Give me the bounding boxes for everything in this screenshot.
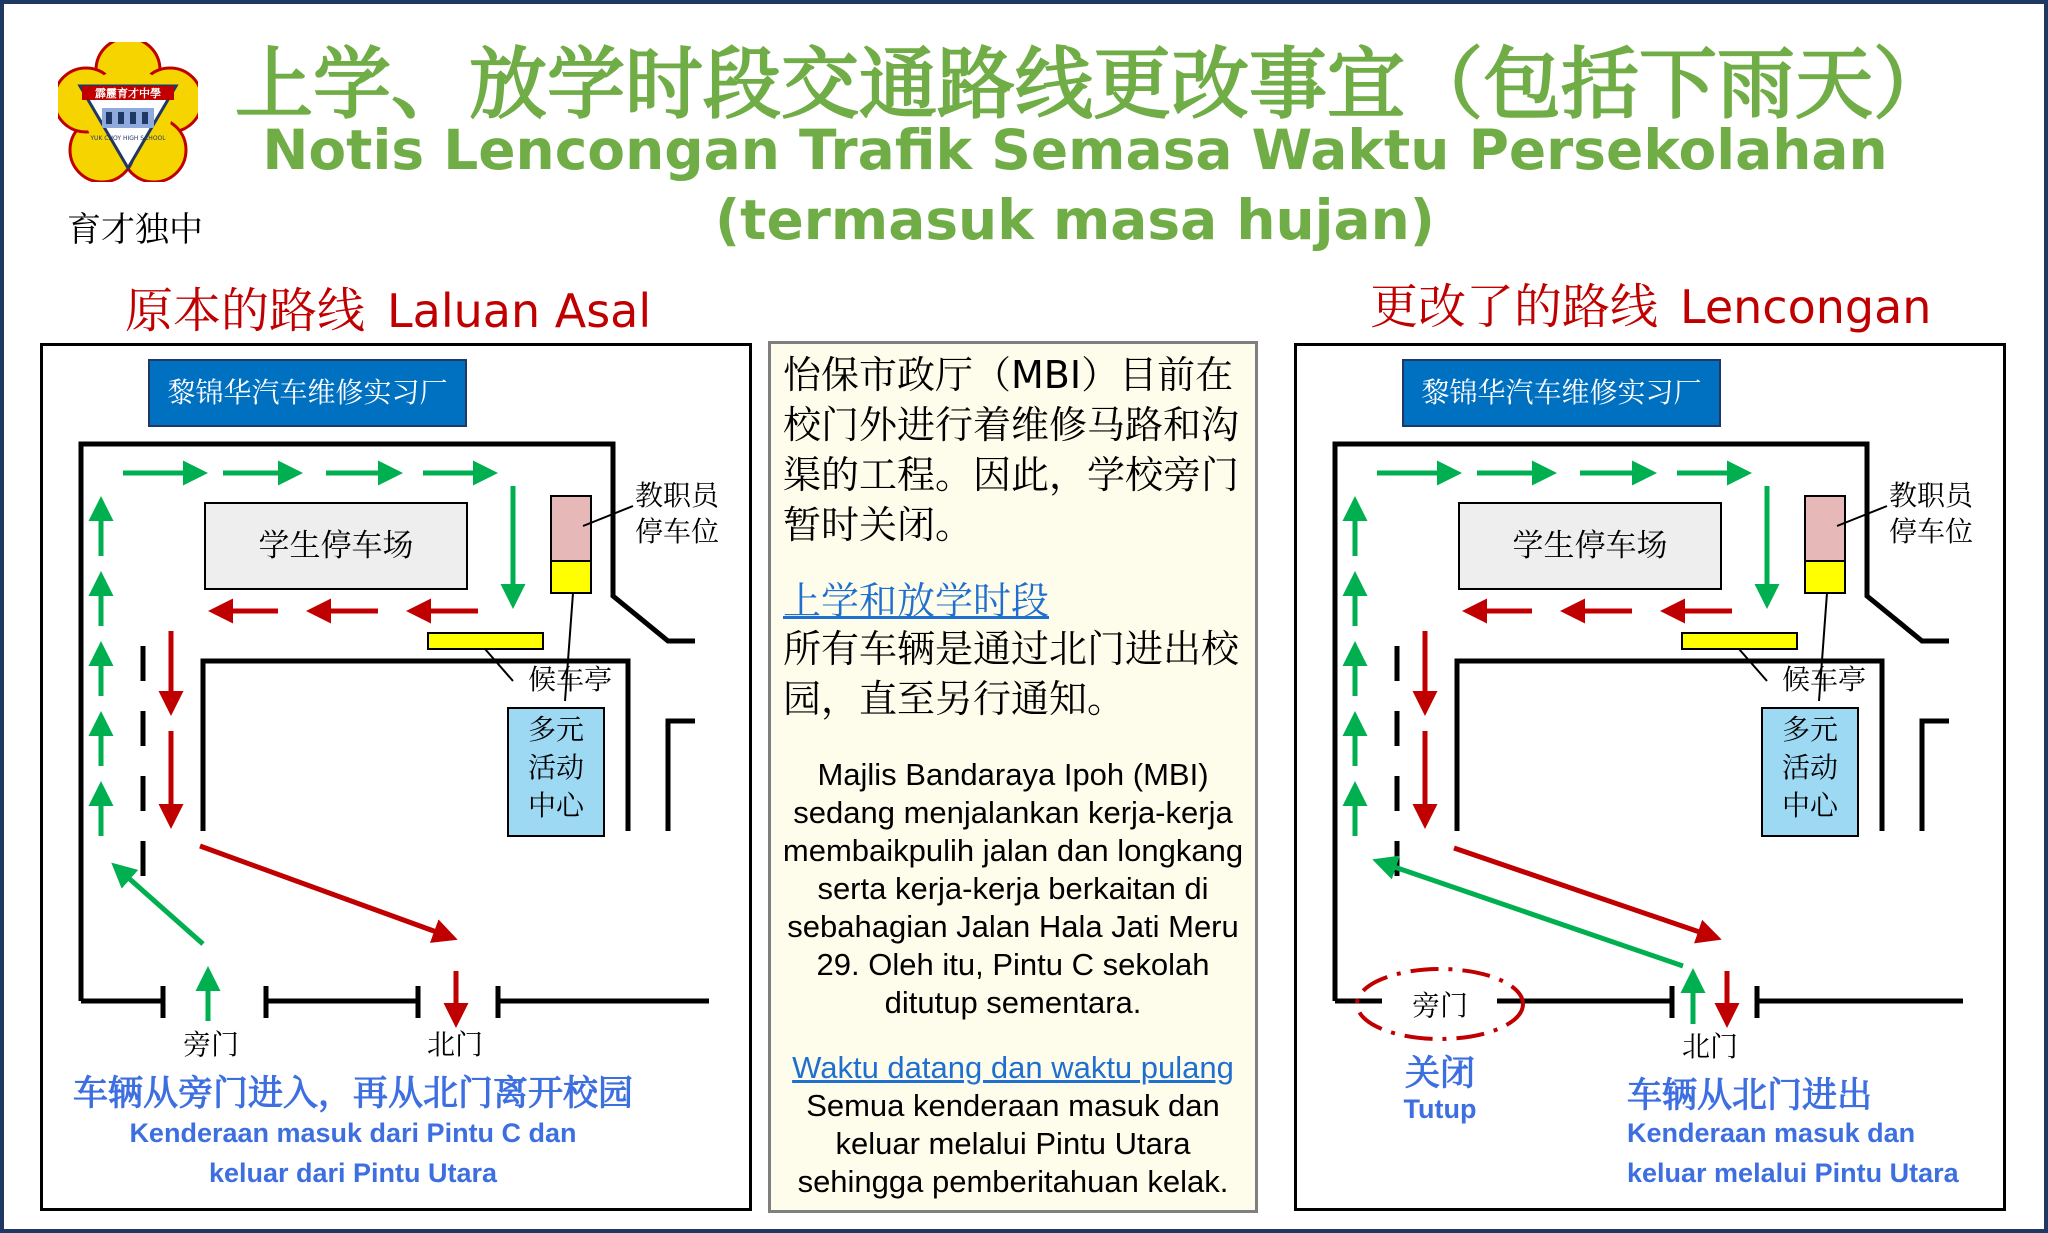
shelter-bar bbox=[428, 633, 543, 649]
page-title-malay bbox=[235, 115, 1915, 255]
right-section-heading bbox=[1370, 268, 1931, 337]
student-parking-label: 学生停车场 bbox=[258, 528, 414, 564]
logo-small-text: YUK CHOY HIGH SCHOOL bbox=[90, 135, 166, 142]
plum-blossom-logo-icon bbox=[58, 42, 198, 182]
left-heading-ms: Laluan Asal bbox=[387, 284, 652, 338]
notice-panel bbox=[768, 341, 1258, 1213]
exit-route-arrows bbox=[171, 611, 478, 1023]
page-title-malay-line2: (termasuk masa hujan) bbox=[715, 188, 1435, 252]
notice-para1-ms: Majlis Bandaraya Ipoh (MBI) sedang menjalankan kerja-kerja membaikpulih jalan dan longkang serta kerja-kerja berkaitan di sebahagian Jalan Hala Jati Meru 29. Oleh itu, Pintu C sekolah ditutup sementara. bbox=[782, 757, 1244, 1020]
student-parking-label: 学生停车场 bbox=[1512, 528, 1668, 564]
notice-para2-ms: Semua kenderaan masuk dan keluar melalui Pintu Utara sehingga pemberitahuan kelak. bbox=[797, 1088, 1229, 1199]
side-gate-label: 旁门 bbox=[183, 1028, 240, 1061]
notice-heading-ms: Waktu datang dan waktu pulang bbox=[792, 1050, 1234, 1085]
logo-text: 霹靂育才中學 bbox=[95, 87, 161, 100]
right-caption-ms-line1: Kenderaan masuk dan bbox=[1627, 1118, 1916, 1148]
right-heading-ms: Lencongan bbox=[1680, 280, 1932, 334]
staff-parking-box bbox=[551, 496, 591, 561]
notice-para2-cn: 所有车辆是通过北门进出校园，直至另行通知。 bbox=[783, 627, 1240, 721]
shelter-bar bbox=[1682, 633, 1797, 649]
left-heading-cn: 原本的路线 bbox=[125, 283, 366, 339]
staff-parking-label: 教职员 停车位 bbox=[1889, 479, 1974, 548]
staff-parking-label: 教职员 停车位 bbox=[635, 479, 720, 548]
activity-centre-label: 多元 活动 中心 bbox=[527, 713, 584, 822]
staff-parking-box bbox=[1805, 496, 1845, 561]
page-title-malay-line1: Notis Lencongan Trafik Semasa Waktu Persekolahan bbox=[262, 118, 1888, 182]
right-heading-cn: 更改了的路线 bbox=[1370, 279, 1659, 335]
left-section-heading bbox=[125, 272, 651, 341]
side-gate-label: 旁门 bbox=[1411, 989, 1469, 1022]
north-gate-label: 北门 bbox=[1681, 1030, 1739, 1063]
left-caption-cn: 车辆从旁门进入，再从北门离开校园 bbox=[72, 1074, 633, 1114]
activity-centre-label: 多元 活动 中心 bbox=[1781, 713, 1838, 822]
right-caption-ms-line2: keluar melalui Pintu Utara bbox=[1627, 1158, 1959, 1188]
closed-label-cn: 关闭 bbox=[1404, 1054, 1475, 1094]
workshop-box: 黎锦华汽车维修实习厂 bbox=[1402, 359, 1721, 427]
right-caption-cn: 车辆从北门进出 bbox=[1627, 1076, 1873, 1116]
north-gate-label: 北门 bbox=[427, 1028, 484, 1061]
page-title-chinese: 上学、放学时段交通路线更改事宜（包括下雨天） bbox=[235, 40, 1952, 130]
shelter-label: 候车亭 bbox=[528, 663, 613, 696]
notice-heading-cn: 上学和放学时段 bbox=[783, 579, 1050, 623]
workshop-box: 黎锦华汽车维修实习厂 bbox=[148, 359, 467, 427]
closed-label-ms: Tutup bbox=[1403, 1094, 1477, 1124]
school-logo bbox=[58, 42, 198, 182]
exit-route-arrows bbox=[1425, 611, 1732, 1023]
shelter-label: 候车亭 bbox=[1782, 663, 1867, 696]
school-name: 育才独中 bbox=[67, 210, 203, 250]
staff-parking-yellow bbox=[551, 561, 591, 593]
left-caption-ms-line2: keluar dari Pintu Utara bbox=[208, 1158, 498, 1188]
left-route-panel bbox=[40, 343, 752, 1211]
right-route-panel bbox=[1294, 343, 2006, 1211]
notice-para1-cn: 怡保市政厅（MBI）目前在校门外进行着维修马路和沟渠的工程。因此，学校旁门暂时关闭。 bbox=[783, 353, 1240, 547]
left-caption-ms-line1: Kenderaan masuk dari Pintu C dan bbox=[129, 1118, 577, 1148]
staff-parking-yellow bbox=[1805, 561, 1845, 593]
